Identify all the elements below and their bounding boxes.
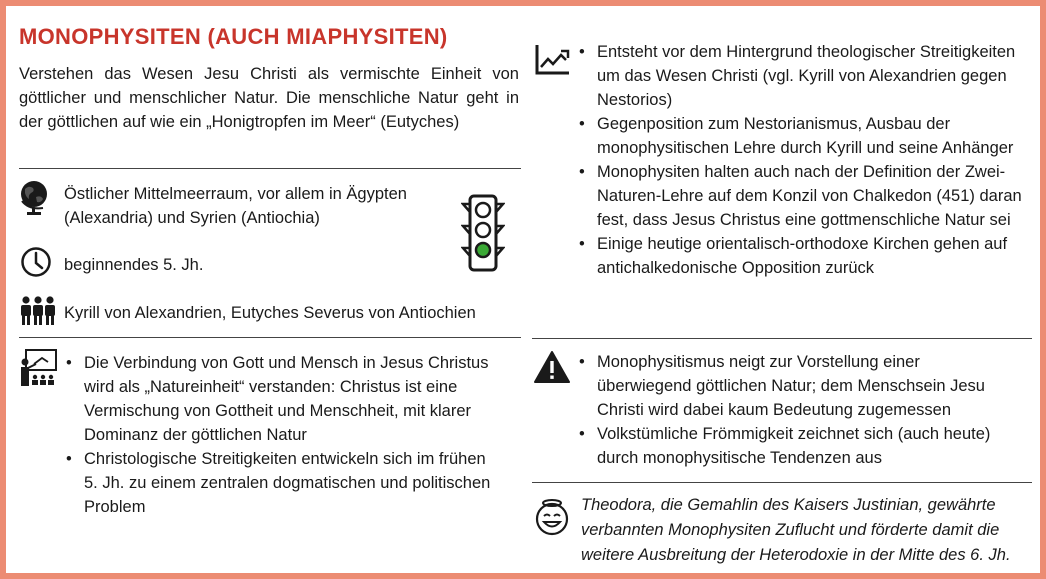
divider: [532, 338, 1032, 339]
persons-text: Kyrill von Alexandrien, Eutyches Severus von Antiochien: [64, 304, 476, 322]
divider: [19, 168, 521, 169]
globe-icon: [19, 179, 51, 220]
card-title: MONOPHYSITEN (AUCH MIAPHYSITEN): [19, 24, 448, 49]
list-item: • Monophysiten halten auch nach der Definition der Zwei-Naturen-Lehre auf dem Konzil von Chalkedon (451) daran fest, dass Jesus Christus eine gottmenschliche Natur sei: [577, 160, 1037, 232]
divider: [19, 337, 521, 338]
trend-chart-icon: [535, 43, 571, 82]
clock-icon: [20, 246, 52, 283]
warning-list: [577, 350, 1017, 470]
warning-icon: [533, 350, 571, 389]
time-text: beginnendes 5. Jh.: [64, 256, 204, 274]
list-item: • Volkstümliche Frömmigkeit zeichnet sich (auch heute) durch monophysitische Tendenzen aus: [577, 422, 1017, 470]
list-item: • Die Verbindung von Gott und Mensch in Jesus Christus wird als „Natureinheit“ verstanden: Christus ist eine Vermischung von Gottheit und Menschheit, mit klarer Dominanz der göttlichen Natur: [64, 351, 504, 447]
people-icon: [19, 295, 57, 332]
teacher-icon: [18, 348, 60, 393]
traffic-light-icon: [461, 194, 505, 279]
region-text: Östlicher Mittelmeerraum, vor allem in Ägypten (Alexandria) und Syrien (Antiochia): [64, 185, 407, 227]
anecdote-text: Theodora, die Gemahlin des Kaisers Justinian, gewährte verbannten Monophysiten Zuflucht und förderte damit die weitere Ausbreitung der Heterodoxie in der Mitte des 6. Jh.: [581, 496, 1011, 564]
intro-text: Verstehen das Wesen Jesu Christi als vermischte Einheit von göttlicher und menschlicher Natur. Die menschliche Natur geht in der göttlichen auf wie ein „Honigtropfen im Meer“ (Eutyches): [19, 65, 519, 131]
list-item: • Gegenposition zum Nestorianismus, Ausbau der monophysitischen Lehre durch Kyrill und seine Anhänger: [577, 112, 1037, 160]
list-item: • Christologische Streitigkeiten entwickeln sich im frühen 5. Jh. zu einem zentralen dogmatischen und politischen Problem: [64, 447, 504, 519]
list-item: • Einige heutige orientalisch-orthodoxe Kirchen gehen auf antichalkedonische Opposition zurück: [577, 232, 1037, 280]
development-list: [577, 40, 1037, 280]
smiley-icon: [533, 497, 571, 542]
list-item: • Entsteht vor dem Hintergrund theologischer Streitigkeiten um das Wesen Christi (vgl. Kyrill von Alexandrien gegen Nestorios): [577, 40, 1037, 112]
list-item: • Monophysitismus neigt zur Vorstellung einer überwiegend göttlichen Natur; dem Menschsein Jesu Christi wird dabei kaum Bedeutung zugemessen: [577, 350, 1017, 422]
teaching-list: [64, 351, 504, 519]
divider: [532, 482, 1032, 483]
